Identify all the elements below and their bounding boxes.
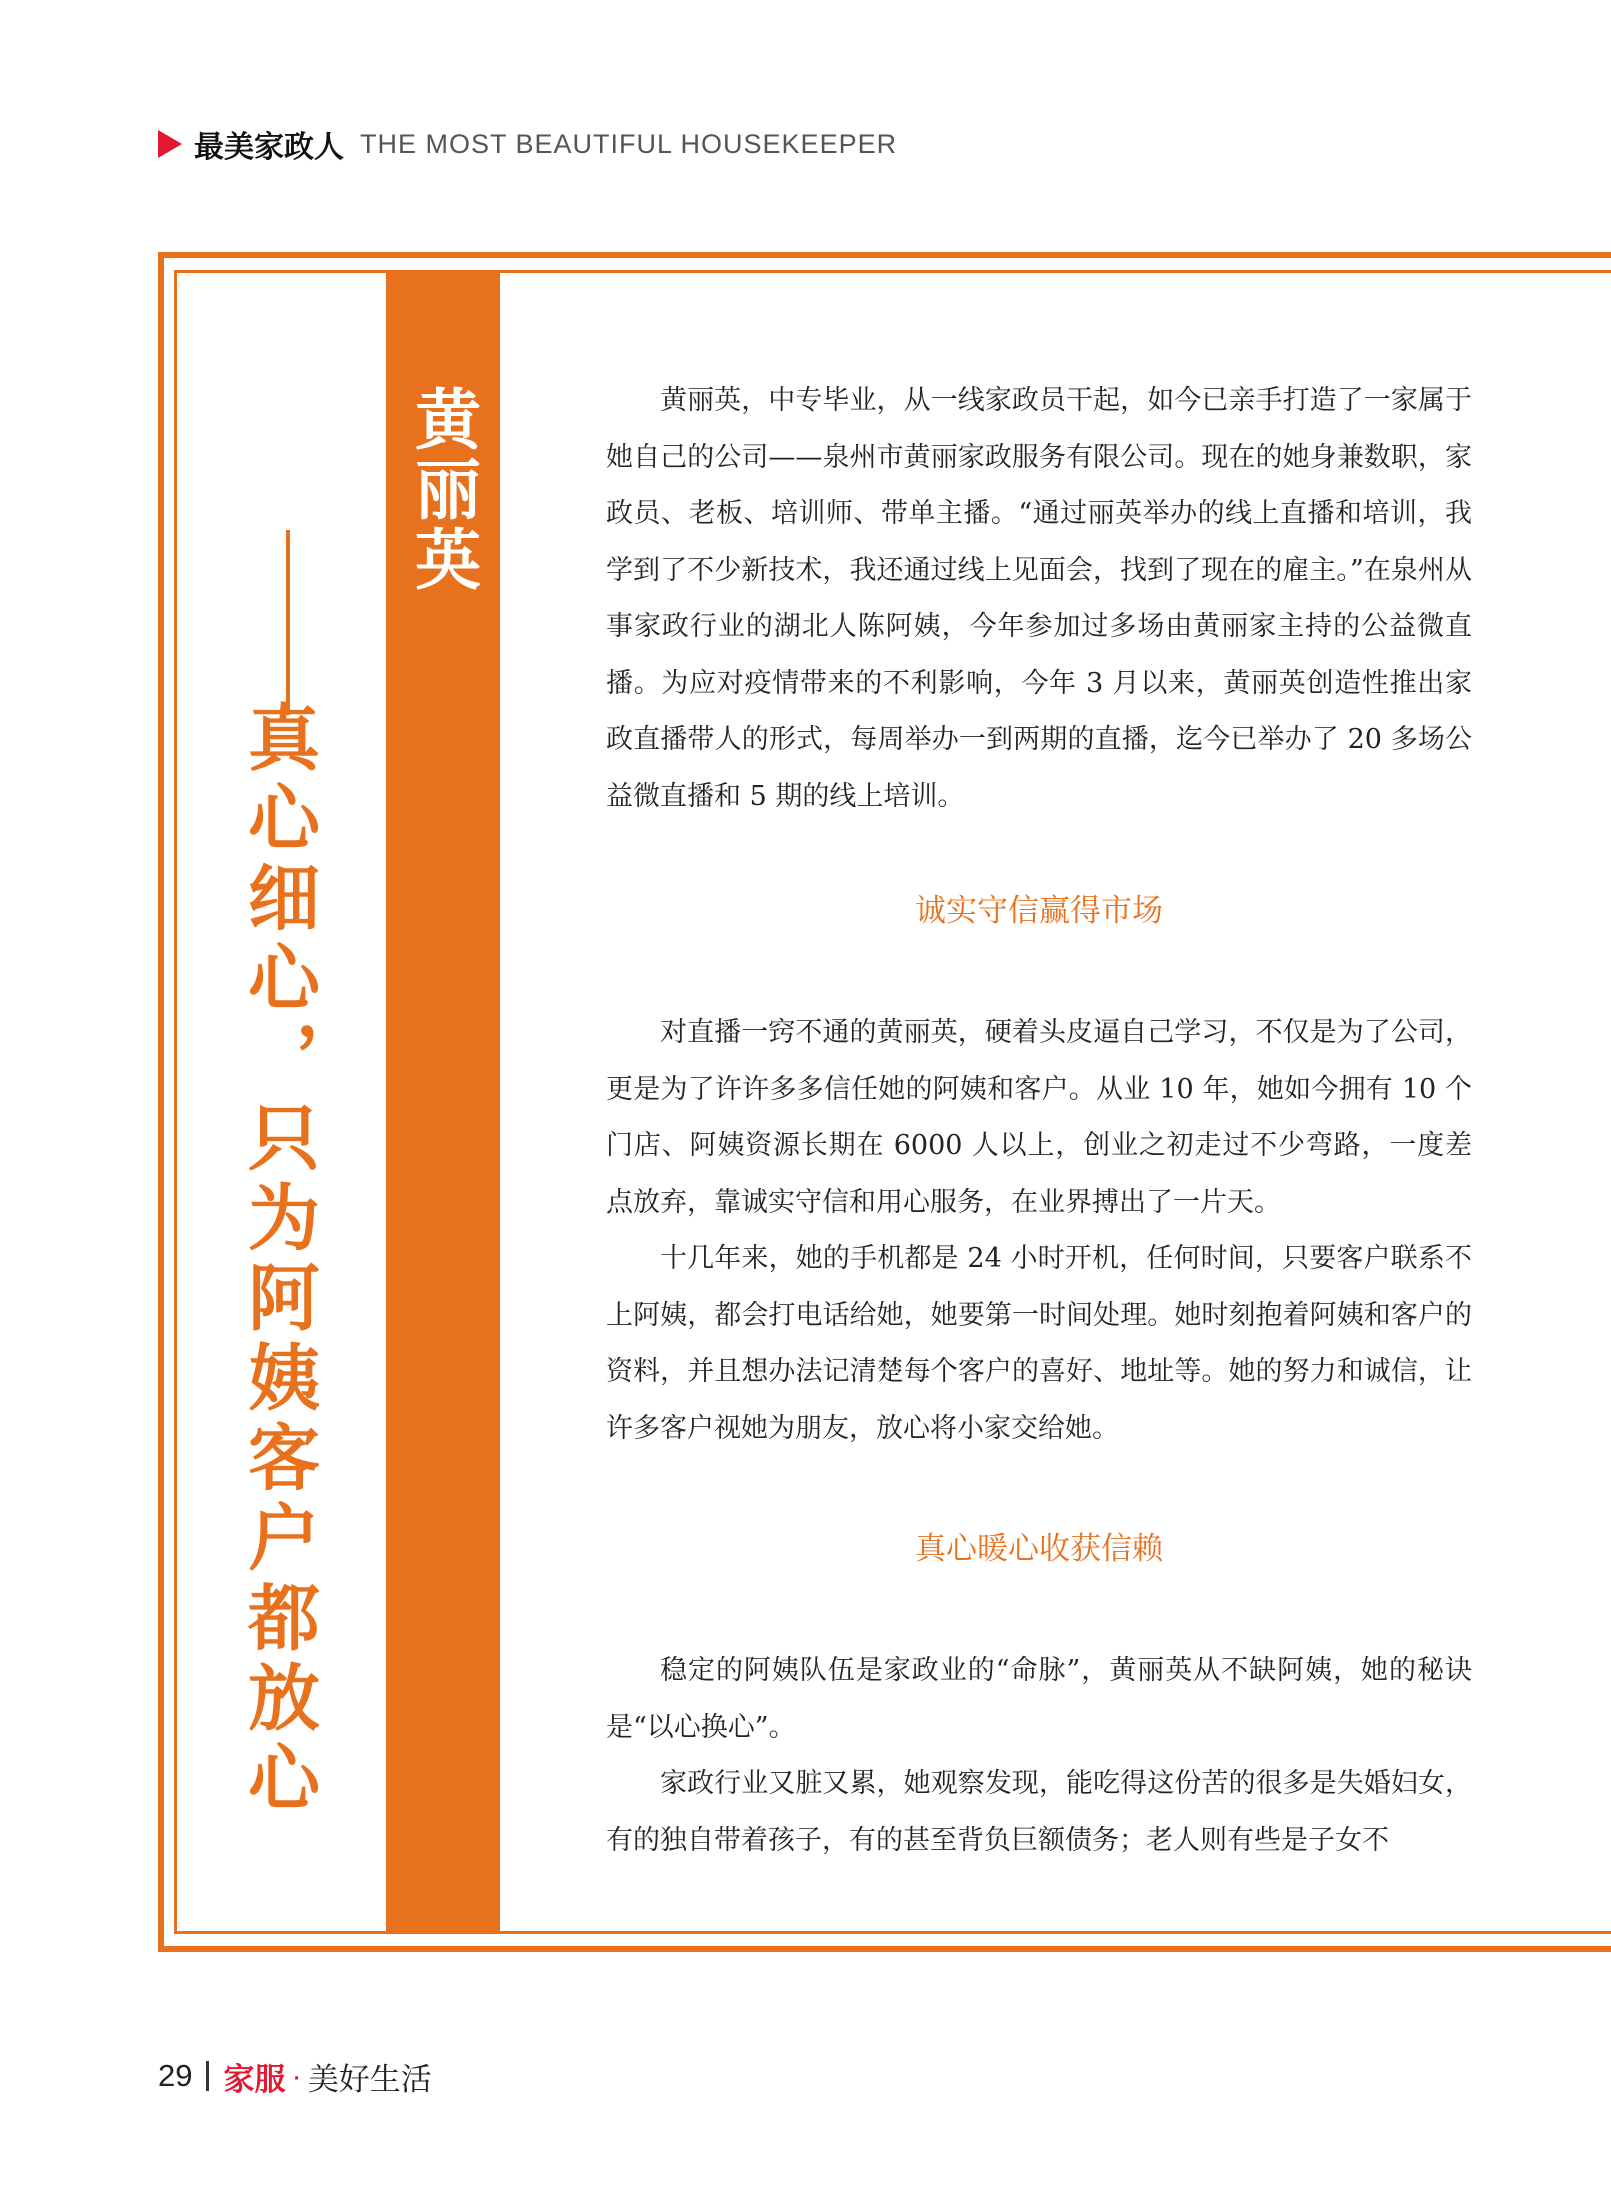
page-footer xyxy=(158,2056,432,2096)
article-paragraph-intro: 黄丽英，中专毕业，从一线家政员干起，如今已亲手打造了一家属于她自己的公司——泉州市黄丽家政服务有限公司。现在的她身兼数职，家政员、老板、培训师、带单主播。“通过丽英举办的线上直播和培训，我学到了不少新技术，我还通过线上见面会，找到了现在的雇主。”在泉州从事家政行业的湖北人陈阿姨，今年参加过多场由黄丽家主持的公益微直播。为应对疫情带来的不利影响，今年 3 月以来，黄丽英创造性推出家政直播带人的形式，每周举办一到两期的直播，迄今已举办了 20 多场公益微直播和 5 期的线上培训。 xyxy=(606,385,1472,812)
feature-subtitle: 真心细心，只为阿姨客户都放心 xyxy=(236,700,321,1820)
triangle-marker-icon xyxy=(158,130,182,158)
article-paragraph: 对直播一窍不通的黄丽英，硬着头皮逼自己学习，不仅是为了公司，更是为了许许多多信任她的阿姨和客户。从业 10 年，她如今拥有 10 个门店、阿姨资源长期在 6000 人以上，创业之初走过不少弯路，一度差点放弃，靠诚实守信和用心服务，在业界搏出了一片天。 xyxy=(606,1017,1472,1218)
section-title-english: THE MOST BEAUTIFUL HOUSEKEEPER xyxy=(360,128,898,159)
page-number: 29 xyxy=(158,2058,193,2093)
brand-separator: · xyxy=(291,2058,302,2093)
section-heading-integrity: 诚实守信赢得市场 xyxy=(915,893,1163,929)
section-title: 最美家政人 xyxy=(194,130,344,165)
feature-name: 黄丽英 xyxy=(403,385,482,595)
article-paragraph: 家政行业又脏又累，她观察发现，能吃得这份苦的很多是失婚妇女，有的独自带着孩子，有的甚至背负巨额债务；老人则有些是子女不 xyxy=(606,1768,1472,1856)
magazine-slogan: 美好生活 xyxy=(307,2061,432,2098)
page-header xyxy=(158,126,898,165)
section-heading-trust: 真心暖心收获信赖 xyxy=(915,1531,1163,1567)
footer-divider xyxy=(206,2061,209,2091)
magazine-brand: 家服 xyxy=(223,2061,286,2098)
subtitle-dash xyxy=(286,530,290,715)
article-body xyxy=(606,373,1472,1869)
article-paragraph: 十几年来，她的手机都是 24 小时开机，任何时间，只要客户联系不上阿姨，都会打电话给她，她要第一时间处理。她时刻抱着阿姨和客户的资料，并且想办法记清楚每个客户的喜好、地址等。她的努力和诚信，让许多客户视她为朋友，放心将小家交给她。 xyxy=(606,1243,1472,1444)
article-paragraph: 稳定的阿姨队伍是家政业的“命脉”，黄丽英从不缺阿姨，她的秘诀是“以心换心”。 xyxy=(606,1655,1472,1743)
